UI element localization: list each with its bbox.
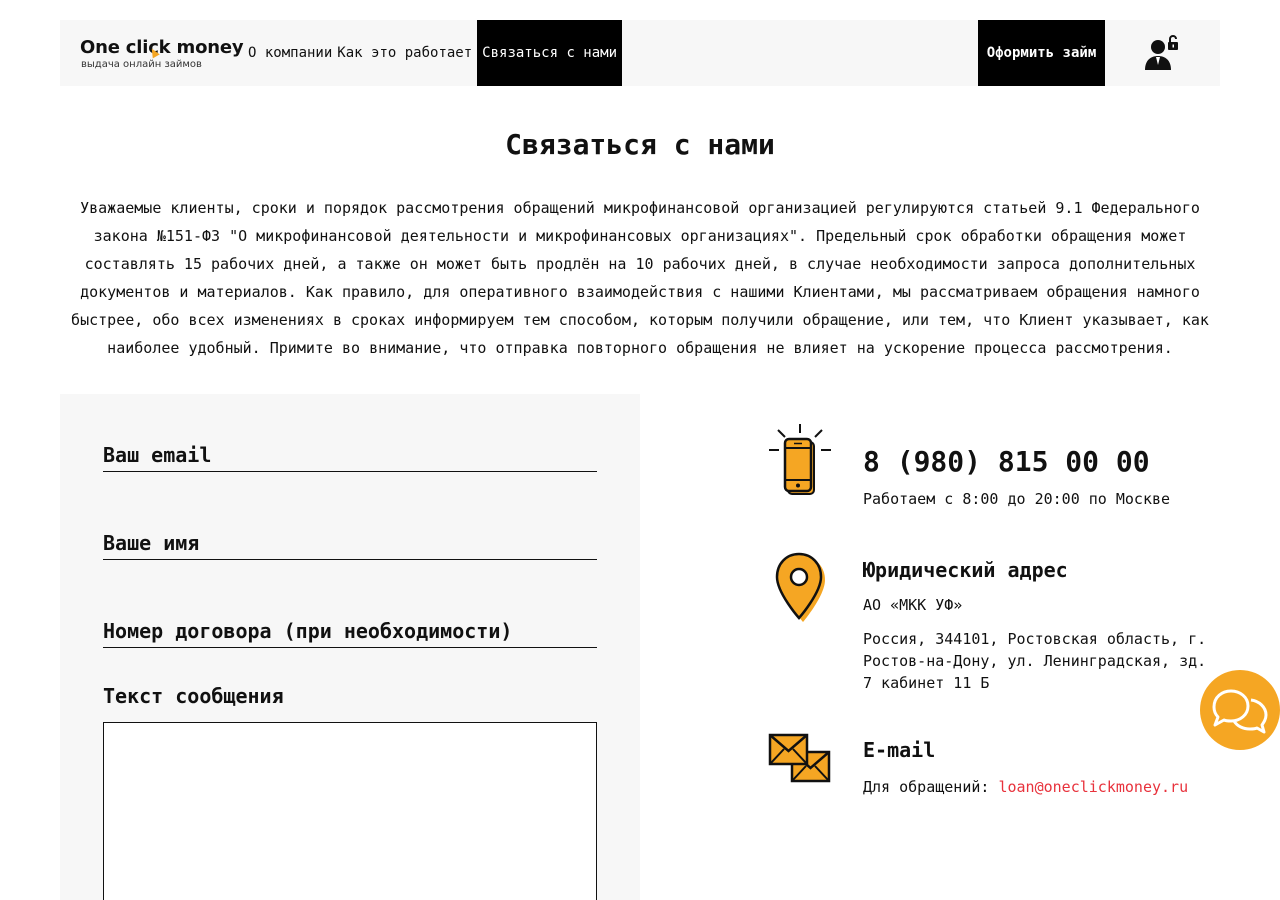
name-field-wrap: [103, 532, 597, 560]
address-line: 7 кабинет 11 Б: [863, 674, 990, 692]
contract-field-wrap: [103, 620, 597, 648]
phone-text: [863, 446, 1223, 510]
working-hours: Работаем с 8:00 до 20:00 по Москве: [863, 490, 1171, 508]
chat-button[interactable]: [1200, 670, 1280, 750]
name-input[interactable]: [103, 532, 597, 559]
email-label: Ваш email: [103, 443, 212, 467]
contact-form: [60, 394, 640, 900]
page-title: Связаться с нами: [505, 128, 775, 161]
address-text: [863, 558, 1223, 694]
contract-input[interactable]: [103, 620, 597, 647]
name-label: Ваше имя: [103, 531, 200, 555]
contract-label: Номер договора (при необходимости): [103, 619, 513, 643]
nav-item-about[interactable]: О компании: [248, 45, 333, 61]
location-pin-icon: [768, 552, 832, 630]
main-nav: [248, 20, 622, 86]
email-heading: E-mail: [863, 738, 936, 762]
intro-text: Уважаемые клиенты, сроки и порядок рассмотрения обращений микрофинансовой организацией регулируются статьей 9.1 Федерального закона №151-ФЗ "О микрофинансовой деятельности и микрофинансовых организациях". Предельный срок обработки обращения может составлять 15 рабочих дней, а также он может быть продлён на 10 рабочих дней, в случае необходимости запроса дополнительных документов и материалов. Как правило, для оперативного взаимодействия с нашими Клиентами, мы рассматриваем обращения намного быстрее, обо всех изменениях в сроках информируем тем способом, которым получили обращение, или тем, что Клиент указывает, как наиболее удобный. Примите во внимание, что отправка повторного обращения не влияет на ускорение процесса рассмотрения.: [71, 199, 1209, 357]
phone-icon: [768, 424, 832, 502]
email-line: [863, 776, 1223, 798]
address-heading: Юридический адрес: [863, 558, 1068, 582]
company-name: АО «МКК УФ»: [863, 596, 963, 614]
logo[interactable]: [80, 38, 243, 70]
phone-number[interactable]: 8 (980) 815 00 00: [863, 445, 1150, 478]
address-line: Ростов-на-Дону, ул. Ленинградская, зд.: [863, 652, 1207, 670]
nav-item-contact[interactable]: Связаться с нами: [477, 20, 622, 86]
logo-tagline: выдача онлайн займов: [81, 59, 202, 70]
apply-loan-button[interactable]: Оформить займ: [978, 20, 1105, 86]
email-link[interactable]: loan@oneclickmoney.ru: [998, 778, 1189, 796]
email-prefix: Для обращений:: [863, 778, 990, 796]
logo-title: One click money: [80, 37, 244, 58]
message-label: Текст сообщения: [103, 684, 284, 708]
email-input[interactable]: [103, 444, 597, 471]
site-header: [60, 20, 1220, 86]
nav-item-how-it-works[interactable]: Как это работает: [337, 45, 473, 61]
message-textarea[interactable]: [103, 722, 597, 900]
user-lock-icon[interactable]: [1142, 34, 1182, 74]
address-line: Россия, 344101, Ростовская область, г.: [863, 630, 1207, 648]
envelope-icon: [768, 732, 832, 790]
email-text: [863, 738, 1223, 798]
email-field-wrap: [103, 444, 597, 472]
